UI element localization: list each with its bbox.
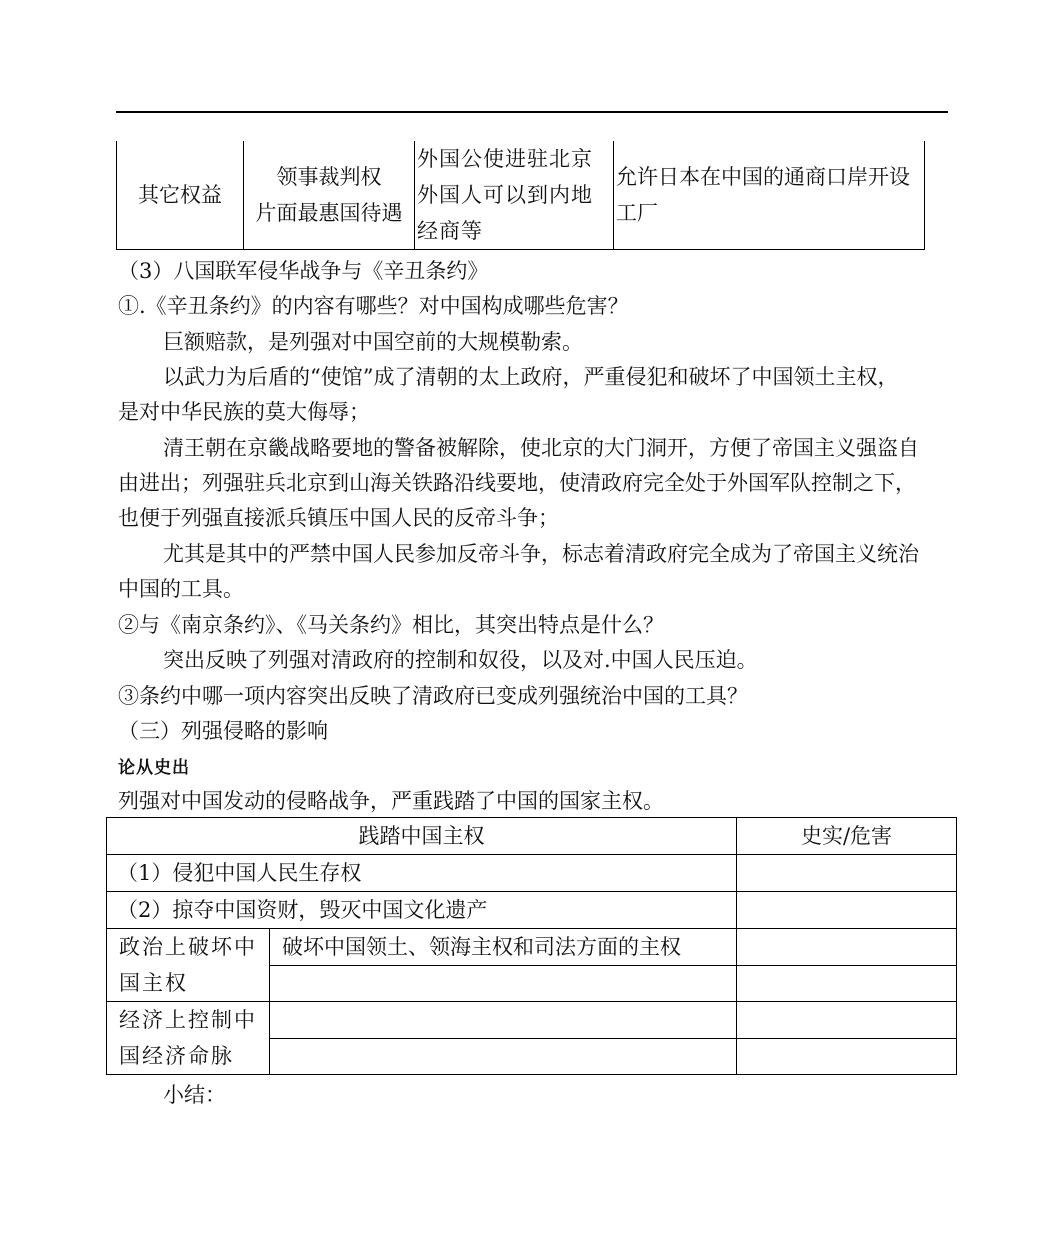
sovereignty-table bbox=[106, 817, 957, 1075]
answer-text: 也便于列强直接派兵镇压中国人民的反帝斗争； bbox=[118, 506, 559, 530]
table-row bbox=[107, 1002, 957, 1039]
answer-text: 由进出；列强驻兵北京到山海关铁路沿线要地，使清政府完全处于外国军队控制之下， bbox=[118, 471, 916, 495]
section-heading: （三）列强侵略的影响 bbox=[118, 719, 328, 743]
answer-text: 尤其是其中的严禁中国人民参加反帝斗争，标志着清政府完全成为了帝国主义统治 bbox=[163, 542, 919, 566]
col3-line: 外国人可以到内地 bbox=[417, 183, 593, 207]
table-row bbox=[107, 892, 957, 929]
answer-text: 巨额赔款，是列强对中国空前的大规模勒索。 bbox=[163, 330, 583, 354]
col3-line: 经商等 bbox=[417, 219, 483, 243]
summary-label: 小结： bbox=[163, 1083, 226, 1107]
political-sub-text: 破坏中国领土、领海主权和司法方面的主权 bbox=[282, 935, 681, 959]
row1-cell bbox=[107, 855, 737, 892]
answer-text: 中国的工具。 bbox=[118, 577, 244, 601]
economic-text: 经济上控制中国经济命脉 bbox=[119, 1008, 257, 1068]
political-cell bbox=[107, 929, 270, 1002]
empty-cell bbox=[737, 1002, 957, 1039]
political-sub-cell bbox=[270, 929, 737, 966]
rights-col2-cell bbox=[244, 141, 415, 250]
rights-table bbox=[116, 141, 925, 250]
bold-heading: 论从史出 bbox=[118, 758, 190, 778]
empty-cell bbox=[737, 929, 957, 966]
row1-text: （1）侵犯中国人民生存权 bbox=[117, 861, 362, 885]
answer-text: 以武力为后盾的“使馆”成了清朝的太上政府，严重侵犯和破坏了中国领土主权， bbox=[163, 365, 899, 389]
rights-col4-cell bbox=[614, 141, 925, 250]
col3-line: 外国公使进驻北京 bbox=[417, 147, 593, 171]
header-right: 史实/危害 bbox=[800, 824, 893, 848]
answer-text: 清王朝在京畿战略要地的警备被解除，使北京的大门洞开，方便了帝国主义强盗自 bbox=[163, 436, 919, 460]
rights-label-cell bbox=[117, 141, 244, 250]
col4-line: 允许日本在中国的通商口岸开设 bbox=[616, 165, 910, 189]
col2-line: 领事裁判权 bbox=[276, 165, 382, 189]
economic-cell bbox=[107, 1002, 270, 1075]
row2-text: （2）掠夺中国资财，毁灭中国文化遗产 bbox=[117, 898, 488, 922]
empty-cell bbox=[270, 1002, 737, 1039]
empty-cell bbox=[737, 855, 957, 892]
table-row bbox=[117, 141, 925, 250]
col2-line: 片面最惠国待遇 bbox=[255, 201, 403, 225]
header-rule bbox=[116, 111, 948, 113]
col4-line: 工厂 bbox=[616, 201, 658, 225]
table-row bbox=[107, 929, 957, 966]
rights-col3-cell bbox=[415, 141, 614, 250]
row2-cell bbox=[107, 892, 737, 929]
empty-cell bbox=[270, 1038, 737, 1075]
rights-label: 其它权益 bbox=[138, 183, 222, 207]
political-text: 政治上破坏中国主权 bbox=[119, 935, 257, 995]
section-heading: （3）八国联军侵华战争与《辛丑条约》 bbox=[118, 259, 489, 283]
empty-cell bbox=[270, 966, 737, 1002]
empty-cell bbox=[737, 1038, 957, 1075]
empty-cell bbox=[737, 966, 957, 1002]
question-2: ②与《南京条约》、《马关条约》相比，其突出特点是什么？ bbox=[118, 613, 664, 637]
header-left-cell bbox=[107, 818, 737, 855]
question-1: ①.《辛丑条约》的内容有哪些？对中国构成哪些危害？ bbox=[118, 294, 629, 318]
question-3: ③条约中哪一项内容突出反映了清政府已变成列强统治中国的工具？ bbox=[118, 684, 748, 708]
table-row bbox=[107, 855, 957, 892]
answer-text: 是对中华民族的莫大侮辱； bbox=[118, 400, 370, 424]
header-left: 践踏中国主权 bbox=[358, 824, 485, 848]
empty-cell bbox=[737, 892, 957, 929]
table-row bbox=[107, 818, 957, 855]
intro-text: 列强对中国发动的侵略战争，严重践踏了中国的国家主权。 bbox=[118, 789, 664, 813]
answer-text: 突出反映了列强对清政府的控制和奴役，以及对.中国人民压迫。 bbox=[163, 648, 758, 672]
header-right-cell bbox=[737, 818, 957, 855]
